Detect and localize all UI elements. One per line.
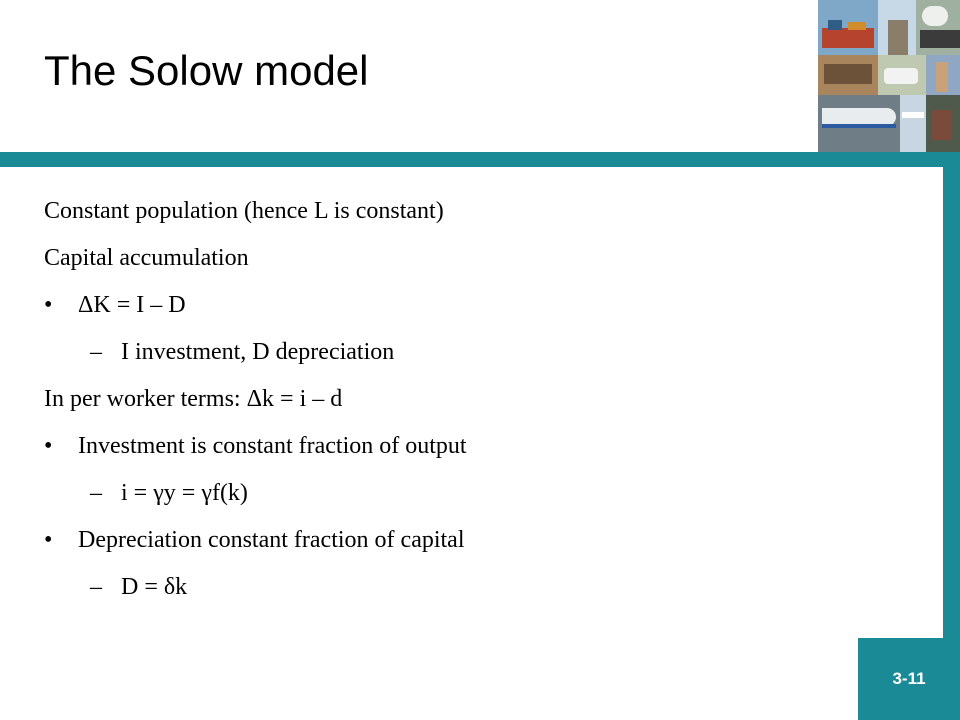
line-text: Depreciation constant fraction of capital [78,527,465,553]
body-line [44,243,249,273]
body-line [44,196,444,226]
dash-marker: – [90,574,102,600]
dash-marker: – [90,480,102,506]
bullet-marker: • [44,292,53,318]
line-text: Investment is constant fraction of output [78,433,467,459]
transport-collage-image [818,0,960,152]
accent-band-top [0,152,960,167]
line-text: Capital accumulation [44,245,249,271]
line-text: In per worker terms: Δk = i – d [44,386,343,412]
slide-number: 3-11 [892,669,926,688]
dash-marker: – [90,339,102,365]
slide-title: The Solow model [44,47,369,94]
line-text: ΔK = I – D [78,292,186,318]
line-text: Constant population (hence L is constant) [44,198,444,224]
bullet-marker: • [44,527,53,553]
body-line [44,384,342,414]
bullet-marker: • [44,433,53,459]
line-text: i = γy = γf(k) [121,480,248,506]
accent-band-right [943,152,960,720]
line-text: D = δk [121,574,188,600]
line-text: I investment, D depreciation [121,339,395,365]
